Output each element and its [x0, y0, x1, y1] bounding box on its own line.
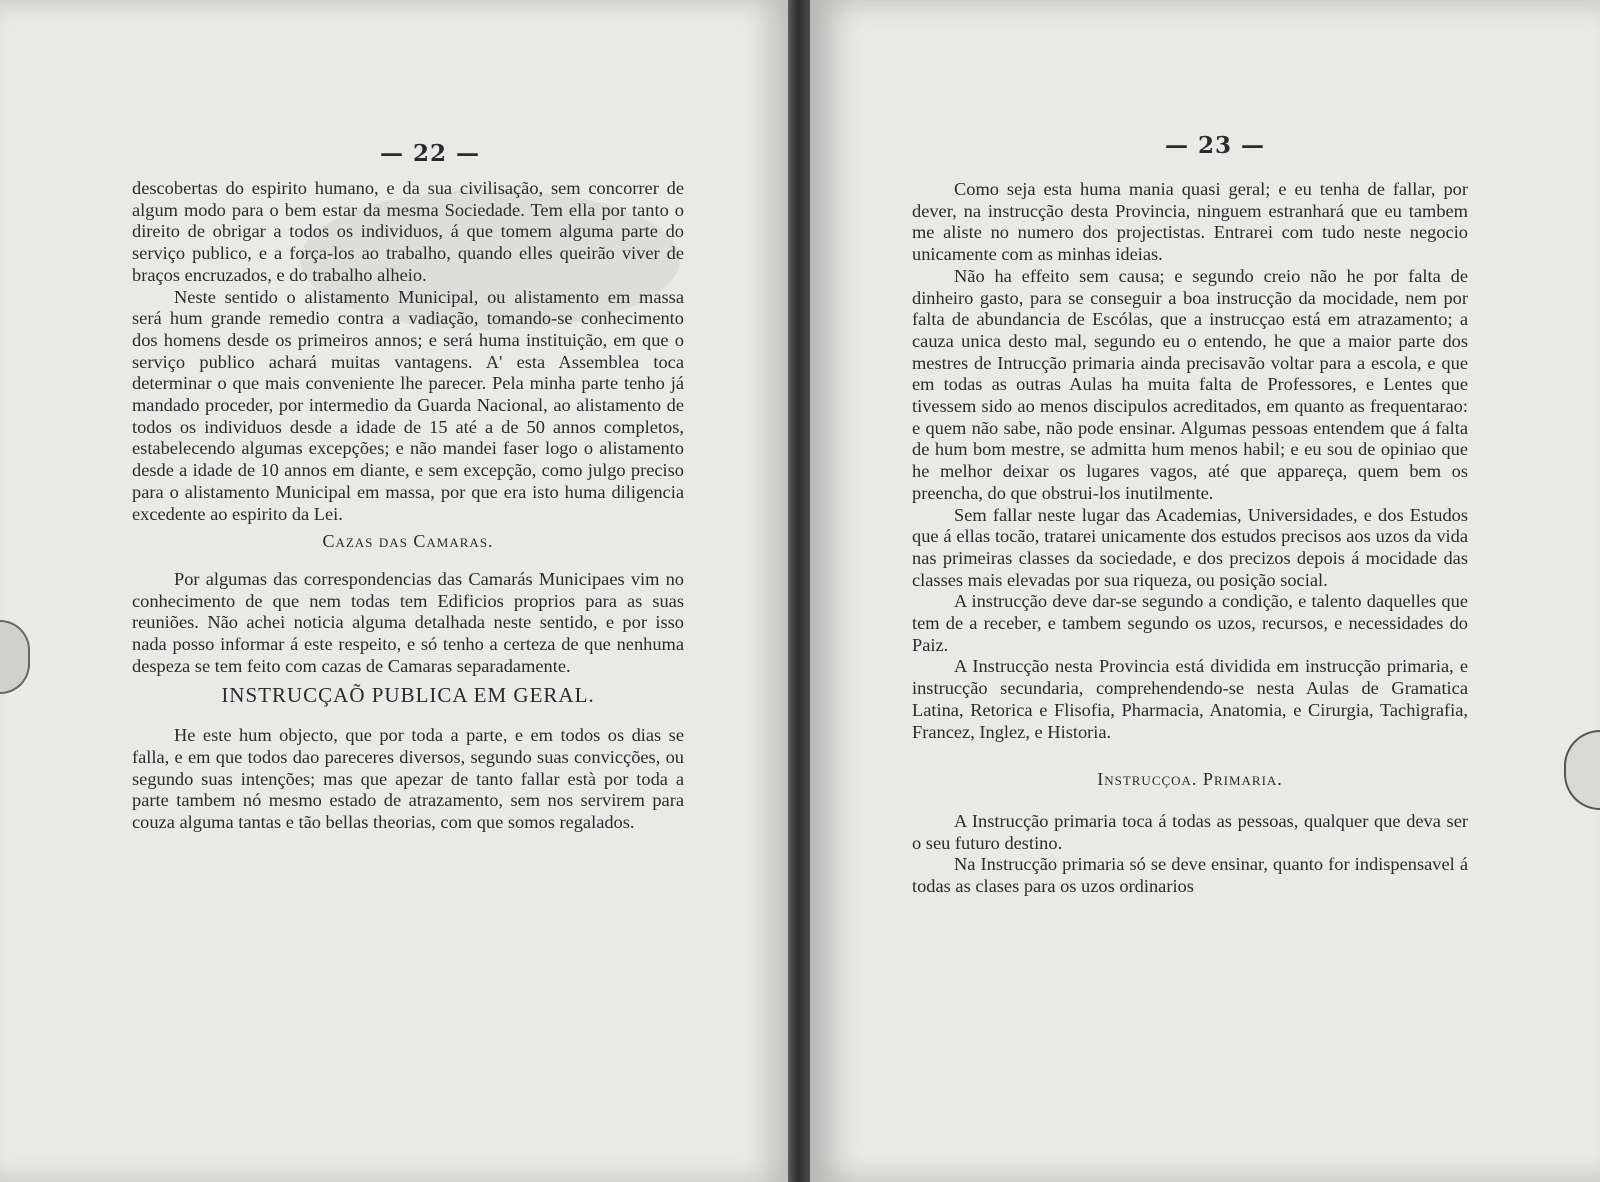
page-number-right: — 23 —	[1165, 132, 1266, 159]
left-page	[0, 0, 788, 1182]
paragraph: He este hum objecto, que por toda a parte, e em todos os dias se falla, e em que todos dao pareceres diversos, segundo suas convicções, ou segundo suas intenções; mas que apezar de tanto fallar està por toda a parte tambem nó mesmo estado de atrazamento, sem nos servirem para couza alguma tantas e tão bellas theorias, com que somos regalados.	[132, 725, 684, 832]
paragraph: Na Instrucção primaria só se deve ensinar, quanto for indispensavel á todas as clases para os uzos ordinarios	[912, 854, 1468, 897]
paragraph: descobertas do espirito humano, e da sua civilisação, sem concorrer de algum modo para o bem estar da mesma Sociedade. Tem ella por tanto o direito de obrigar a todos os individuos, á que tomem alguma parte do serviço publico, e a força-los ao trabalho, quando elles queirão viver de braços encruzados, e do trabalho alheio.	[132, 178, 684, 285]
paragraph: Sem fallar neste lugar das Academias, Universidades, e dos Estudos que á ellas tocão, tratarei unicamente dos estudos precisos aos uzos da vida nas primeiras classes da sociedade, e dos precizos depois á mocidade das classes mais elevadas por sua riqueza, ou posição social.	[912, 504, 1468, 590]
book-gutter	[788, 0, 810, 1182]
paragraph: Como seja esta huma mania quasi geral; e eu tenha de fallar, por dever, na instrucção desta Provincia, ninguem estranhará que eu tambem me aliste no numero dos projectistas. Entrarei com tudo neste negocio unicamente com as minhas ideias.	[912, 179, 1468, 265]
paragraph: A instrucção deve dar-se segundo a condição, e talento daquelles que tem de a receber, e tambem segundo os uzos, recursos, e necessidades do Paiz.	[912, 591, 1468, 655]
paragraph: Por algumas das correspondencias das Camarás Municipaes vim no conhecimento de que nem todas tem Edificios proprios para as suas reuniões. Não achei noticia alguma detalhada neste sentido, e por isso nada posso informar á este respeito, e só tenho a certeza de que nenhuma despeza se tem feito com cazas de Camaras separadamente.	[132, 568, 684, 676]
right-page-text	[912, 179, 1468, 898]
paper-tab-right	[1564, 730, 1600, 810]
left-page-text	[132, 178, 684, 834]
section-subheading: Instrucçoa. Primaria.	[1097, 769, 1283, 790]
paragraph: Não ha effeito sem causa; e segundo creio não he por falta de dinheiro gasto, para se conseguir a boa instrucção da mocidade, nem por falta de abundancia de Escólas, que a instrucçao está em atrazamento; a cauza unica desto mal, segundo eu o entendo, he que a maior parte dos mestres de Intrucção primaria ainda precisavão voltar para a escola, e que em todas as outras Aulas ha muita falta de Professores, e Lentes que tivessem sido ao menos discipulos acreditados, em quanto as frequentarao: e quem não sabe, não pode ensinar. Algumas pessoas entendem que á falta de hum bom mestre, se admitta hum menos habil; e eu sou de opiniao que he melhor deixar os lugares vagos, até que appareça, quem bem os preencha, do que obstrui-los inutilmente.	[912, 265, 1468, 503]
section-subheading: Cazas das Camaras.	[322, 531, 494, 552]
page-number-left: — 22 —	[380, 140, 481, 167]
paper-tab-left	[0, 620, 30, 694]
paragraph: Neste sentido o alistamento Municipal, ou alistamento em massa será hum grande remedio contra a vadiação, tomando-se conhecimento dos homens desde os primeiros annos; e será huma instituição, em que o serviço publico achará muitas vantagens. A' esta Assemblea toca determinar o que mais conveniente lhe parecer. Pela minha parte tenho já mandado proceder, por intermedio da Guarda Nacional, ao alistamento de todos os individuos desde a idade de 15 até a de 50 annos completos, estabelecendo algumas excepções; e não mandei faser logo o alistamento desde a idade de 10 annos em diante, e sem excepção, como julgo preciso para o alistamento Municipal em massa, por que era isto huma diligencia excedente ao espirito da Lei.	[132, 286, 684, 524]
paragraph: A Instrucção nesta Provincia está dividida em instrucção primaria, e instrucção secundaria, comprehendendo-se nesta Aulas de Gramatica Latina, Retorica e Flisofia, Pharmacia, Anatomia, e Cirurgia, Tachigrafia, Francez, Inglez, e Historia.	[912, 656, 1468, 742]
paragraph: A Instrucção primaria toca á todas as pessoas, qualquer que deva ser o seu futuro destino.	[912, 810, 1468, 853]
right-page	[810, 0, 1600, 1182]
section-heading: INSTRUCÇAÕ PUBLICA EM GERAL.	[221, 683, 595, 708]
